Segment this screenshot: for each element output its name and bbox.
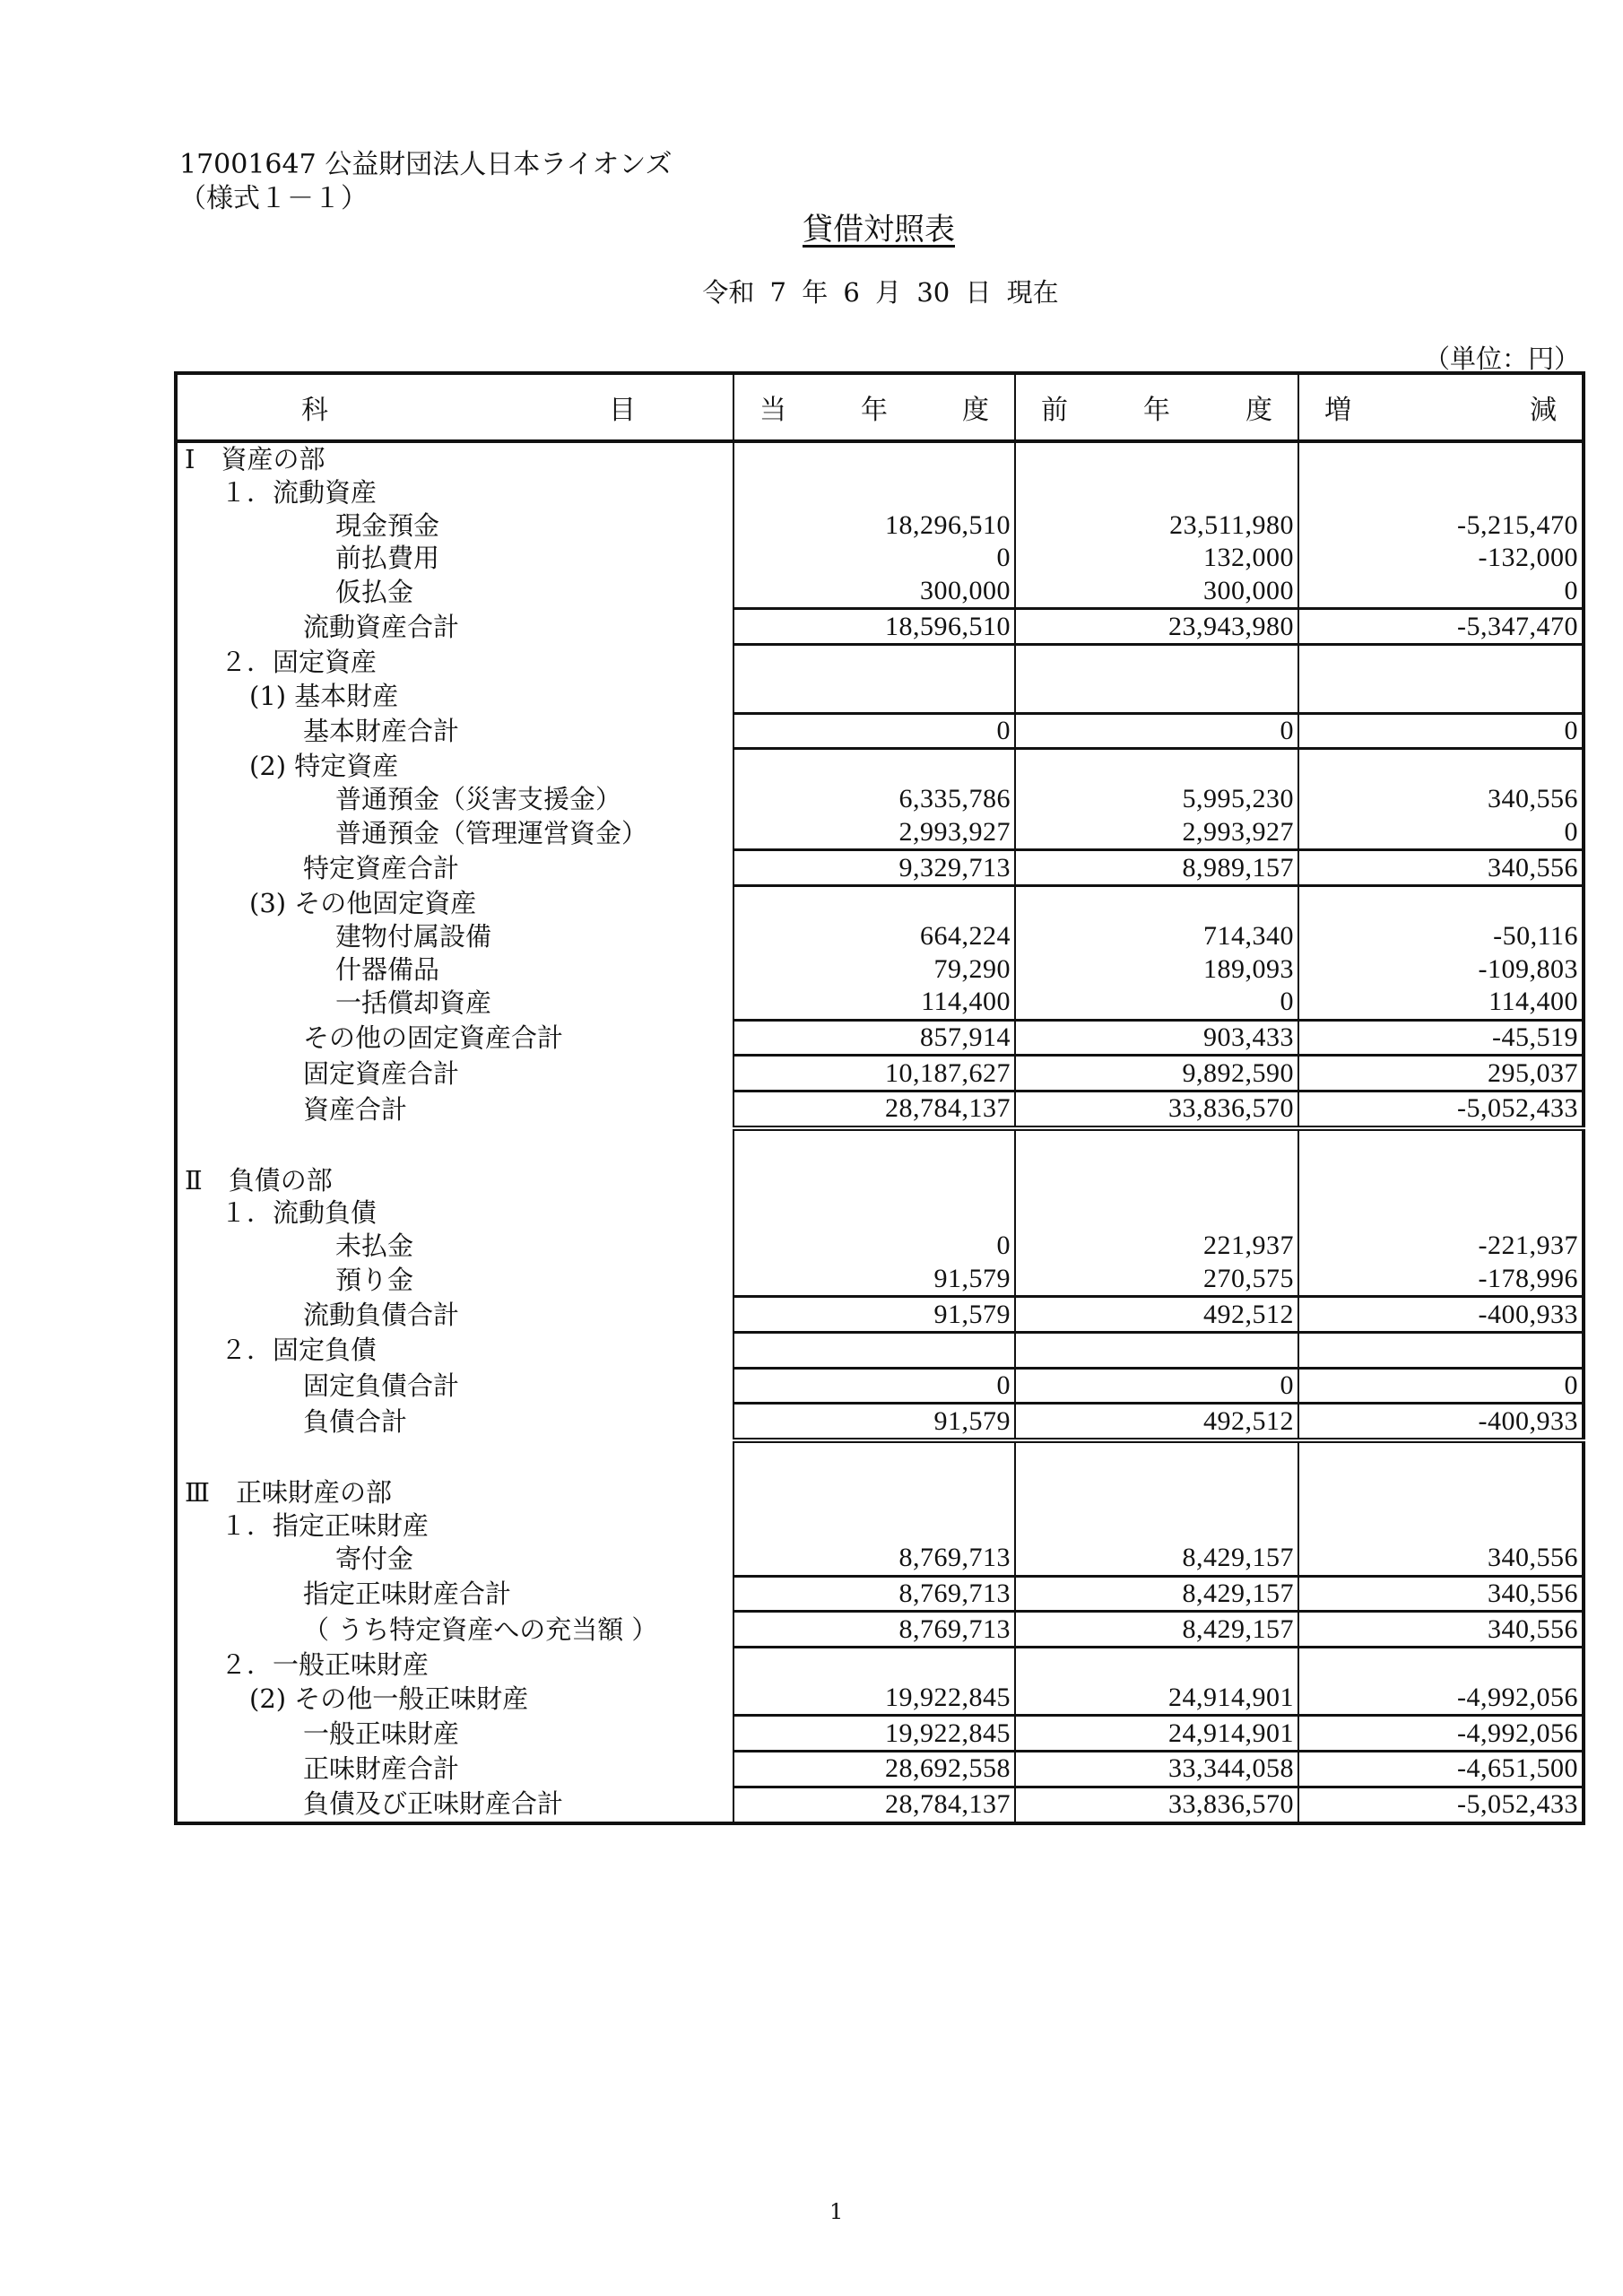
table-row: [176, 1752, 1584, 1787]
cell-change: [1298, 1476, 1584, 1509]
cell-previous: [1015, 645, 1298, 679]
row-label: 什器備品: [176, 952, 733, 986]
cell-change: [1298, 679, 1584, 713]
cell-previous: 8,429,157: [1015, 1542, 1298, 1576]
header-current-year: [733, 373, 1015, 441]
cell-current: 19,922,845: [733, 1682, 1015, 1716]
cell-previous: 8,429,157: [1015, 1612, 1298, 1648]
cell-current: 91,579: [733, 1404, 1015, 1440]
cell-current: 18,296,510: [733, 509, 1015, 542]
cell-change: [1298, 645, 1584, 679]
cell-change: -132,000: [1298, 542, 1584, 575]
cell-change: 295,037: [1298, 1056, 1584, 1091]
cell-current: [733, 1128, 1015, 1164]
table-row: [176, 986, 1584, 1020]
header-change-left: 増: [1324, 395, 1351, 426]
table-row: [176, 1128, 1584, 1164]
row-label: (3) その他固定資産: [176, 885, 733, 919]
table-row: [176, 1230, 1584, 1263]
cell-previous: 23,511,980: [1015, 509, 1298, 542]
row-label: 固定負債合計: [176, 1368, 733, 1404]
cell-previous: 8,429,157: [1015, 1576, 1298, 1612]
cell-current: 10,187,627: [733, 1056, 1015, 1091]
title-text: 貸借対照表: [803, 212, 955, 248]
cell-previous: 0: [1015, 713, 1298, 749]
row-label: (2) 特定資産: [176, 749, 733, 783]
cell-previous: [1015, 1332, 1298, 1368]
cell-current: 0: [733, 1230, 1015, 1263]
header-current-1: 当: [759, 395, 786, 426]
row-label: Ⅲ 正味財産の部: [176, 1476, 733, 1509]
cell-previous: 9,892,590: [1015, 1056, 1298, 1091]
header-previous-year: [1015, 373, 1298, 441]
cell-previous: 189,093: [1015, 952, 1298, 986]
cell-current: [733, 1509, 1015, 1542]
cell-previous: [1015, 1163, 1298, 1196]
table-row: [176, 1716, 1584, 1752]
table-row: [176, 1682, 1584, 1716]
cell-change: -400,933: [1298, 1404, 1584, 1440]
cell-current: [733, 1196, 1015, 1230]
row-label: 固定資産合計: [176, 1056, 733, 1091]
header-previous-3: 度: [1245, 395, 1272, 426]
cell-current: 114,400: [733, 986, 1015, 1020]
cell-current: 0: [733, 542, 1015, 575]
cell-previous: 270,575: [1015, 1263, 1298, 1297]
as-of-date: 令和 7 年 6 月 30 日 現在: [702, 277, 1059, 308]
cell-change: 340,556: [1298, 783, 1584, 816]
table-row: [176, 1332, 1584, 1368]
cell-previous: [1015, 885, 1298, 919]
header-change: [1298, 373, 1584, 441]
row-label: 未払金: [176, 1230, 733, 1263]
row-label: 仮払金: [176, 575, 733, 609]
cell-previous: 33,344,058: [1015, 1752, 1298, 1787]
table-row: [176, 1297, 1584, 1333]
cell-previous: 132,000: [1015, 542, 1298, 575]
cell-current: 28,692,558: [733, 1752, 1015, 1787]
table-row: [176, 609, 1584, 645]
cell-change: -221,937: [1298, 1230, 1584, 1263]
row-label: 現金預金: [176, 509, 733, 542]
cell-previous: 0: [1015, 1368, 1298, 1404]
page-number: 1: [829, 2199, 844, 2224]
header-previous-1: 前: [1041, 395, 1068, 426]
table-row: [176, 1020, 1584, 1056]
cell-previous: [1015, 1509, 1298, 1542]
cell-current: 8,769,713: [733, 1576, 1015, 1612]
cell-current: [733, 749, 1015, 783]
row-label: 正味財産合計: [176, 1752, 733, 1787]
row-label: 一括償却資産: [176, 986, 733, 1020]
cell-current: [733, 1440, 1015, 1476]
cell-change: [1298, 1648, 1584, 1682]
cell-current: 0: [733, 1368, 1015, 1404]
cell-current: 6,335,786: [733, 783, 1015, 816]
row-label: 負債及び正味財産合計: [176, 1787, 733, 1822]
header-item-left: 科: [301, 395, 328, 426]
cell-change: 114,400: [1298, 986, 1584, 1020]
cell-change: -109,803: [1298, 952, 1584, 986]
cell-change: -5,347,470: [1298, 609, 1584, 645]
table-row: [176, 1542, 1584, 1576]
table-row: [176, 850, 1584, 886]
row-label: １．流動資産: [176, 476, 733, 509]
table-row: [176, 1509, 1584, 1542]
header-item: [176, 373, 733, 441]
cell-current: [733, 1476, 1015, 1509]
table-header-row: [176, 373, 1584, 441]
cell-previous: 23,943,980: [1015, 609, 1298, 645]
row-label: 流動資産合計: [176, 609, 733, 645]
cell-change: [1298, 1163, 1584, 1196]
cell-current: [733, 476, 1015, 509]
cell-current: [733, 885, 1015, 919]
table-row: [176, 713, 1584, 749]
cell-previous: [1015, 441, 1298, 476]
cell-current: 19,922,845: [733, 1716, 1015, 1752]
header-previous-2: 年: [1143, 395, 1170, 426]
table-row: [176, 1612, 1584, 1648]
form-number: （様式１－１）: [179, 183, 368, 214]
row-label: Ⅰ 資産の部: [176, 441, 733, 476]
row-label: 資産合計: [176, 1091, 733, 1128]
table-row: [176, 679, 1584, 713]
cell-previous: 300,000: [1015, 575, 1298, 609]
cell-change: -178,996: [1298, 1263, 1584, 1297]
table-row: [176, 816, 1584, 850]
cell-change: 340,556: [1298, 850, 1584, 886]
cell-current: 28,784,137: [733, 1787, 1015, 1822]
cell-current: 9,329,713: [733, 850, 1015, 886]
cell-change: -50,116: [1298, 920, 1584, 953]
row-label: 負債合計: [176, 1404, 733, 1440]
table-row: [176, 749, 1584, 783]
row-label: １．流動負債: [176, 1196, 733, 1230]
cell-previous: 5,995,230: [1015, 783, 1298, 816]
cell-change: [1298, 1332, 1584, 1368]
cell-previous: 24,914,901: [1015, 1716, 1298, 1752]
header-current-3: 度: [962, 395, 989, 426]
table-row: [176, 885, 1584, 919]
row-label: 流動負債合計: [176, 1297, 733, 1333]
cell-change: -400,933: [1298, 1297, 1584, 1333]
cell-change: [1298, 1509, 1584, 1542]
table-row: [176, 1056, 1584, 1091]
header-current-2: 年: [861, 395, 888, 426]
row-label: １．指定正味財産: [176, 1509, 733, 1542]
cell-change: 0: [1298, 1368, 1584, 1404]
cell-current: [733, 1332, 1015, 1368]
cell-change: -4,651,500: [1298, 1752, 1584, 1787]
cell-previous: 714,340: [1015, 920, 1298, 953]
cell-current: 300,000: [733, 575, 1015, 609]
table-row: [176, 542, 1584, 575]
table-row: [176, 1368, 1584, 1404]
cell-change: -4,992,056: [1298, 1682, 1584, 1716]
cell-previous: 24,914,901: [1015, 1682, 1298, 1716]
row-label: 建物付属設備: [176, 920, 733, 953]
row-label: (2) その他一般正味財産: [176, 1682, 733, 1716]
row-label: （ うち特定資産への充当額 ）: [176, 1612, 733, 1648]
table-row: [176, 509, 1584, 542]
table-row: [176, 575, 1584, 609]
cell-change: [1298, 1128, 1584, 1164]
table-row: [176, 1263, 1584, 1297]
cell-current: [733, 441, 1015, 476]
cell-current: 91,579: [733, 1263, 1015, 1297]
cell-change: 340,556: [1298, 1542, 1584, 1576]
row-label: [176, 1440, 733, 1476]
document-title: [0, 204, 1623, 248]
row-label: 普通預金（災害支援金）: [176, 783, 733, 816]
header-item-right: 目: [609, 395, 636, 426]
cell-previous: [1015, 1196, 1298, 1230]
cell-change: [1298, 441, 1584, 476]
cell-previous: [1015, 679, 1298, 713]
table-row: [176, 783, 1584, 816]
cell-current: [733, 1648, 1015, 1682]
unit-label: （単位：円）: [1423, 344, 1580, 374]
table-row: [176, 1091, 1584, 1128]
cell-previous: 492,512: [1015, 1404, 1298, 1440]
cell-current: 857,914: [733, 1020, 1015, 1056]
cell-change: [1298, 1196, 1584, 1230]
cell-current: 0: [733, 713, 1015, 749]
cell-change: [1298, 476, 1584, 509]
table-row: [176, 1787, 1584, 1822]
cell-previous: [1015, 749, 1298, 783]
cell-change: 0: [1298, 575, 1584, 609]
row-label: Ⅱ 負債の部: [176, 1163, 733, 1196]
table-row: [176, 645, 1584, 679]
row-label: 指定正味財産合計: [176, 1576, 733, 1612]
cell-current: 2,993,927: [733, 816, 1015, 850]
table-row: [176, 1196, 1584, 1230]
table-row: [176, 1440, 1584, 1476]
cell-previous: [1015, 1128, 1298, 1164]
cell-current: 664,224: [733, 920, 1015, 953]
cell-current: [733, 1163, 1015, 1196]
row-label: 特定資産合計: [176, 850, 733, 886]
cell-change: 340,556: [1298, 1576, 1584, 1612]
cell-change: [1298, 885, 1584, 919]
cell-current: [733, 645, 1015, 679]
row-label: (1) 基本財産: [176, 679, 733, 713]
row-label: 基本財産合計: [176, 713, 733, 749]
row-label: 普通預金（管理運営資金）: [176, 816, 733, 850]
row-label: ２．固定資産: [176, 645, 733, 679]
table-row: [176, 441, 1584, 476]
cell-change: 340,556: [1298, 1612, 1584, 1648]
cell-change: -45,519: [1298, 1020, 1584, 1056]
cell-previous: [1015, 476, 1298, 509]
cell-change: -5,052,433: [1298, 1091, 1584, 1128]
cell-change: -5,215,470: [1298, 509, 1584, 542]
cell-current: 79,290: [733, 952, 1015, 986]
cell-current: 18,596,510: [733, 609, 1015, 645]
cell-change: [1298, 749, 1584, 783]
cell-current: [733, 679, 1015, 713]
table-row: [176, 1163, 1584, 1196]
cell-previous: 33,836,570: [1015, 1787, 1298, 1822]
row-label: 一般正味財産: [176, 1716, 733, 1752]
row-label: ２．一般正味財産: [176, 1648, 733, 1682]
row-label: 預り金: [176, 1263, 733, 1297]
table-row: [176, 1404, 1584, 1440]
row-label: その他の固定資産合計: [176, 1020, 733, 1056]
cell-change: -5,052,433: [1298, 1787, 1584, 1822]
cell-previous: [1015, 1476, 1298, 1509]
cell-current: 8,769,713: [733, 1612, 1015, 1648]
cell-previous: 8,989,157: [1015, 850, 1298, 886]
cell-previous: [1015, 1440, 1298, 1476]
row-label: 寄付金: [176, 1542, 733, 1576]
cell-previous: [1015, 1648, 1298, 1682]
cell-previous: 492,512: [1015, 1297, 1298, 1333]
cell-current: 91,579: [733, 1297, 1015, 1333]
table-row: [176, 1476, 1584, 1509]
table-row: [176, 476, 1584, 509]
table-row: [176, 920, 1584, 953]
table-row: [176, 952, 1584, 986]
cell-previous: 33,836,570: [1015, 1091, 1298, 1128]
cell-previous: 903,433: [1015, 1020, 1298, 1056]
cell-current: 28,784,137: [733, 1091, 1015, 1128]
table-row: [176, 1576, 1584, 1612]
cell-previous: 221,937: [1015, 1230, 1298, 1263]
cell-previous: 2,993,927: [1015, 816, 1298, 850]
cell-change: 0: [1298, 816, 1584, 850]
cell-current: 8,769,713: [733, 1542, 1015, 1576]
cell-change: 0: [1298, 713, 1584, 749]
cell-previous: 0: [1015, 986, 1298, 1020]
row-label: ２．固定負債: [176, 1332, 733, 1368]
header-change-right: 減: [1530, 395, 1557, 426]
organization-name: 17001647 公益財団法人日本ライオンズ: [179, 149, 673, 180]
row-label: 前払費用: [176, 542, 733, 575]
row-label: [176, 1128, 733, 1164]
cell-change: [1298, 1440, 1584, 1476]
balance-sheet-table: [174, 371, 1585, 1825]
table-row: [176, 1648, 1584, 1682]
cell-change: -4,992,056: [1298, 1716, 1584, 1752]
